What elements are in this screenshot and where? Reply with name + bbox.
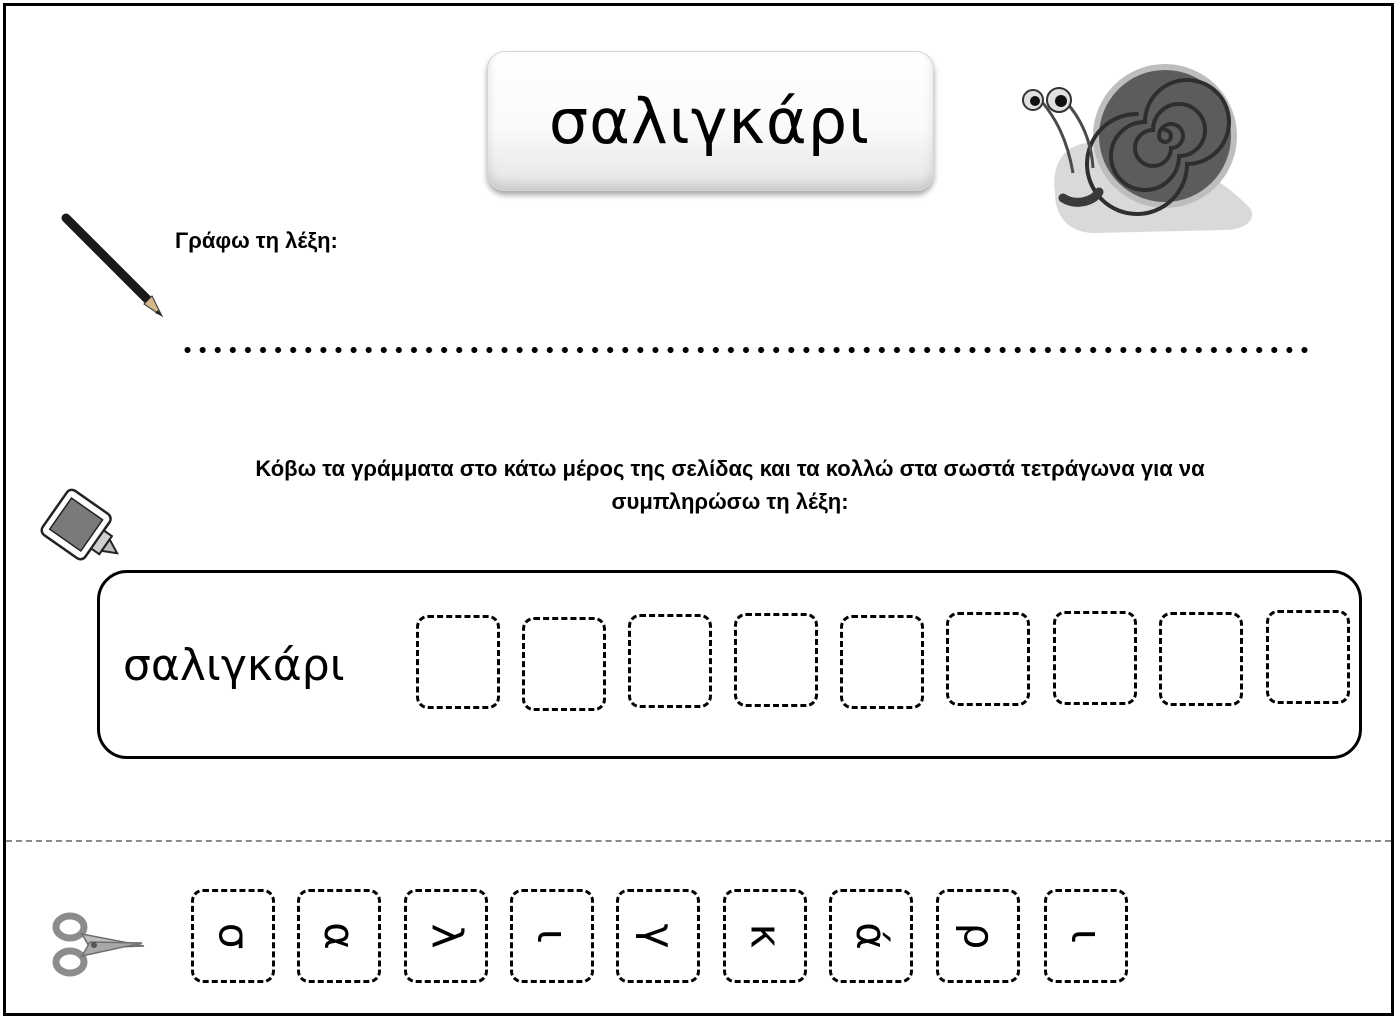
paste-slot-6 [946, 612, 1030, 706]
paste-slot-8 [1159, 612, 1243, 706]
letter-tile[interactable] [297, 889, 381, 983]
glue-icon [30, 482, 130, 570]
letter-tile-char: ρ [953, 922, 1003, 950]
page-title: σαλιγκάρι [548, 84, 871, 158]
paste-slot-5 [840, 615, 924, 709]
paste-slot-7 [1053, 611, 1137, 705]
letter-tile[interactable] [510, 889, 594, 983]
cut-instruction [140, 452, 1320, 518]
letter-tile-char: ι [1062, 928, 1111, 944]
letter-tile[interactable] [936, 889, 1020, 983]
cut-line [6, 840, 1391, 842]
title-card [487, 51, 934, 191]
letter-tile[interactable] [191, 889, 275, 983]
letter-tile-char: κ [740, 923, 790, 949]
paste-slot-2 [522, 617, 606, 711]
write-instruction: Γράφω τη λέξη: [175, 228, 338, 253]
letter-tile[interactable] [1044, 889, 1128, 983]
letter-tile[interactable] [616, 889, 700, 983]
paste-slot-9 [1266, 610, 1350, 704]
paste-slot-4 [734, 613, 818, 707]
letter-tile-char: λ [421, 923, 471, 949]
letter-tile[interactable] [723, 889, 807, 983]
snail-icon [1015, 58, 1260, 243]
letter-tile-char: γ [633, 923, 683, 949]
letter-tile-char: ι [528, 928, 577, 944]
paste-slot-3 [628, 614, 712, 708]
letter-tile-char: α [315, 922, 364, 950]
pencil-icon [58, 212, 168, 322]
letter-tile[interactable] [829, 889, 913, 983]
letter-tile-char: ά [847, 922, 896, 950]
cut-instruction-line-1: Κόβω τα γράμματα στο κάτω μέρος της σελίδας και τα κολλώ στα σωστά τετράγωνα για να [255, 456, 1205, 481]
scissors-icon [50, 910, 148, 980]
writing-dotted-line [180, 346, 1310, 354]
letter-tile-char: σ [209, 922, 258, 950]
word-box-word: σαλιγκάρι [123, 640, 345, 691]
letter-tile[interactable] [404, 889, 488, 983]
cut-instruction-line-2: συμπληρώσω τη λέξη: [611, 489, 849, 514]
paste-slot-1 [416, 615, 500, 709]
